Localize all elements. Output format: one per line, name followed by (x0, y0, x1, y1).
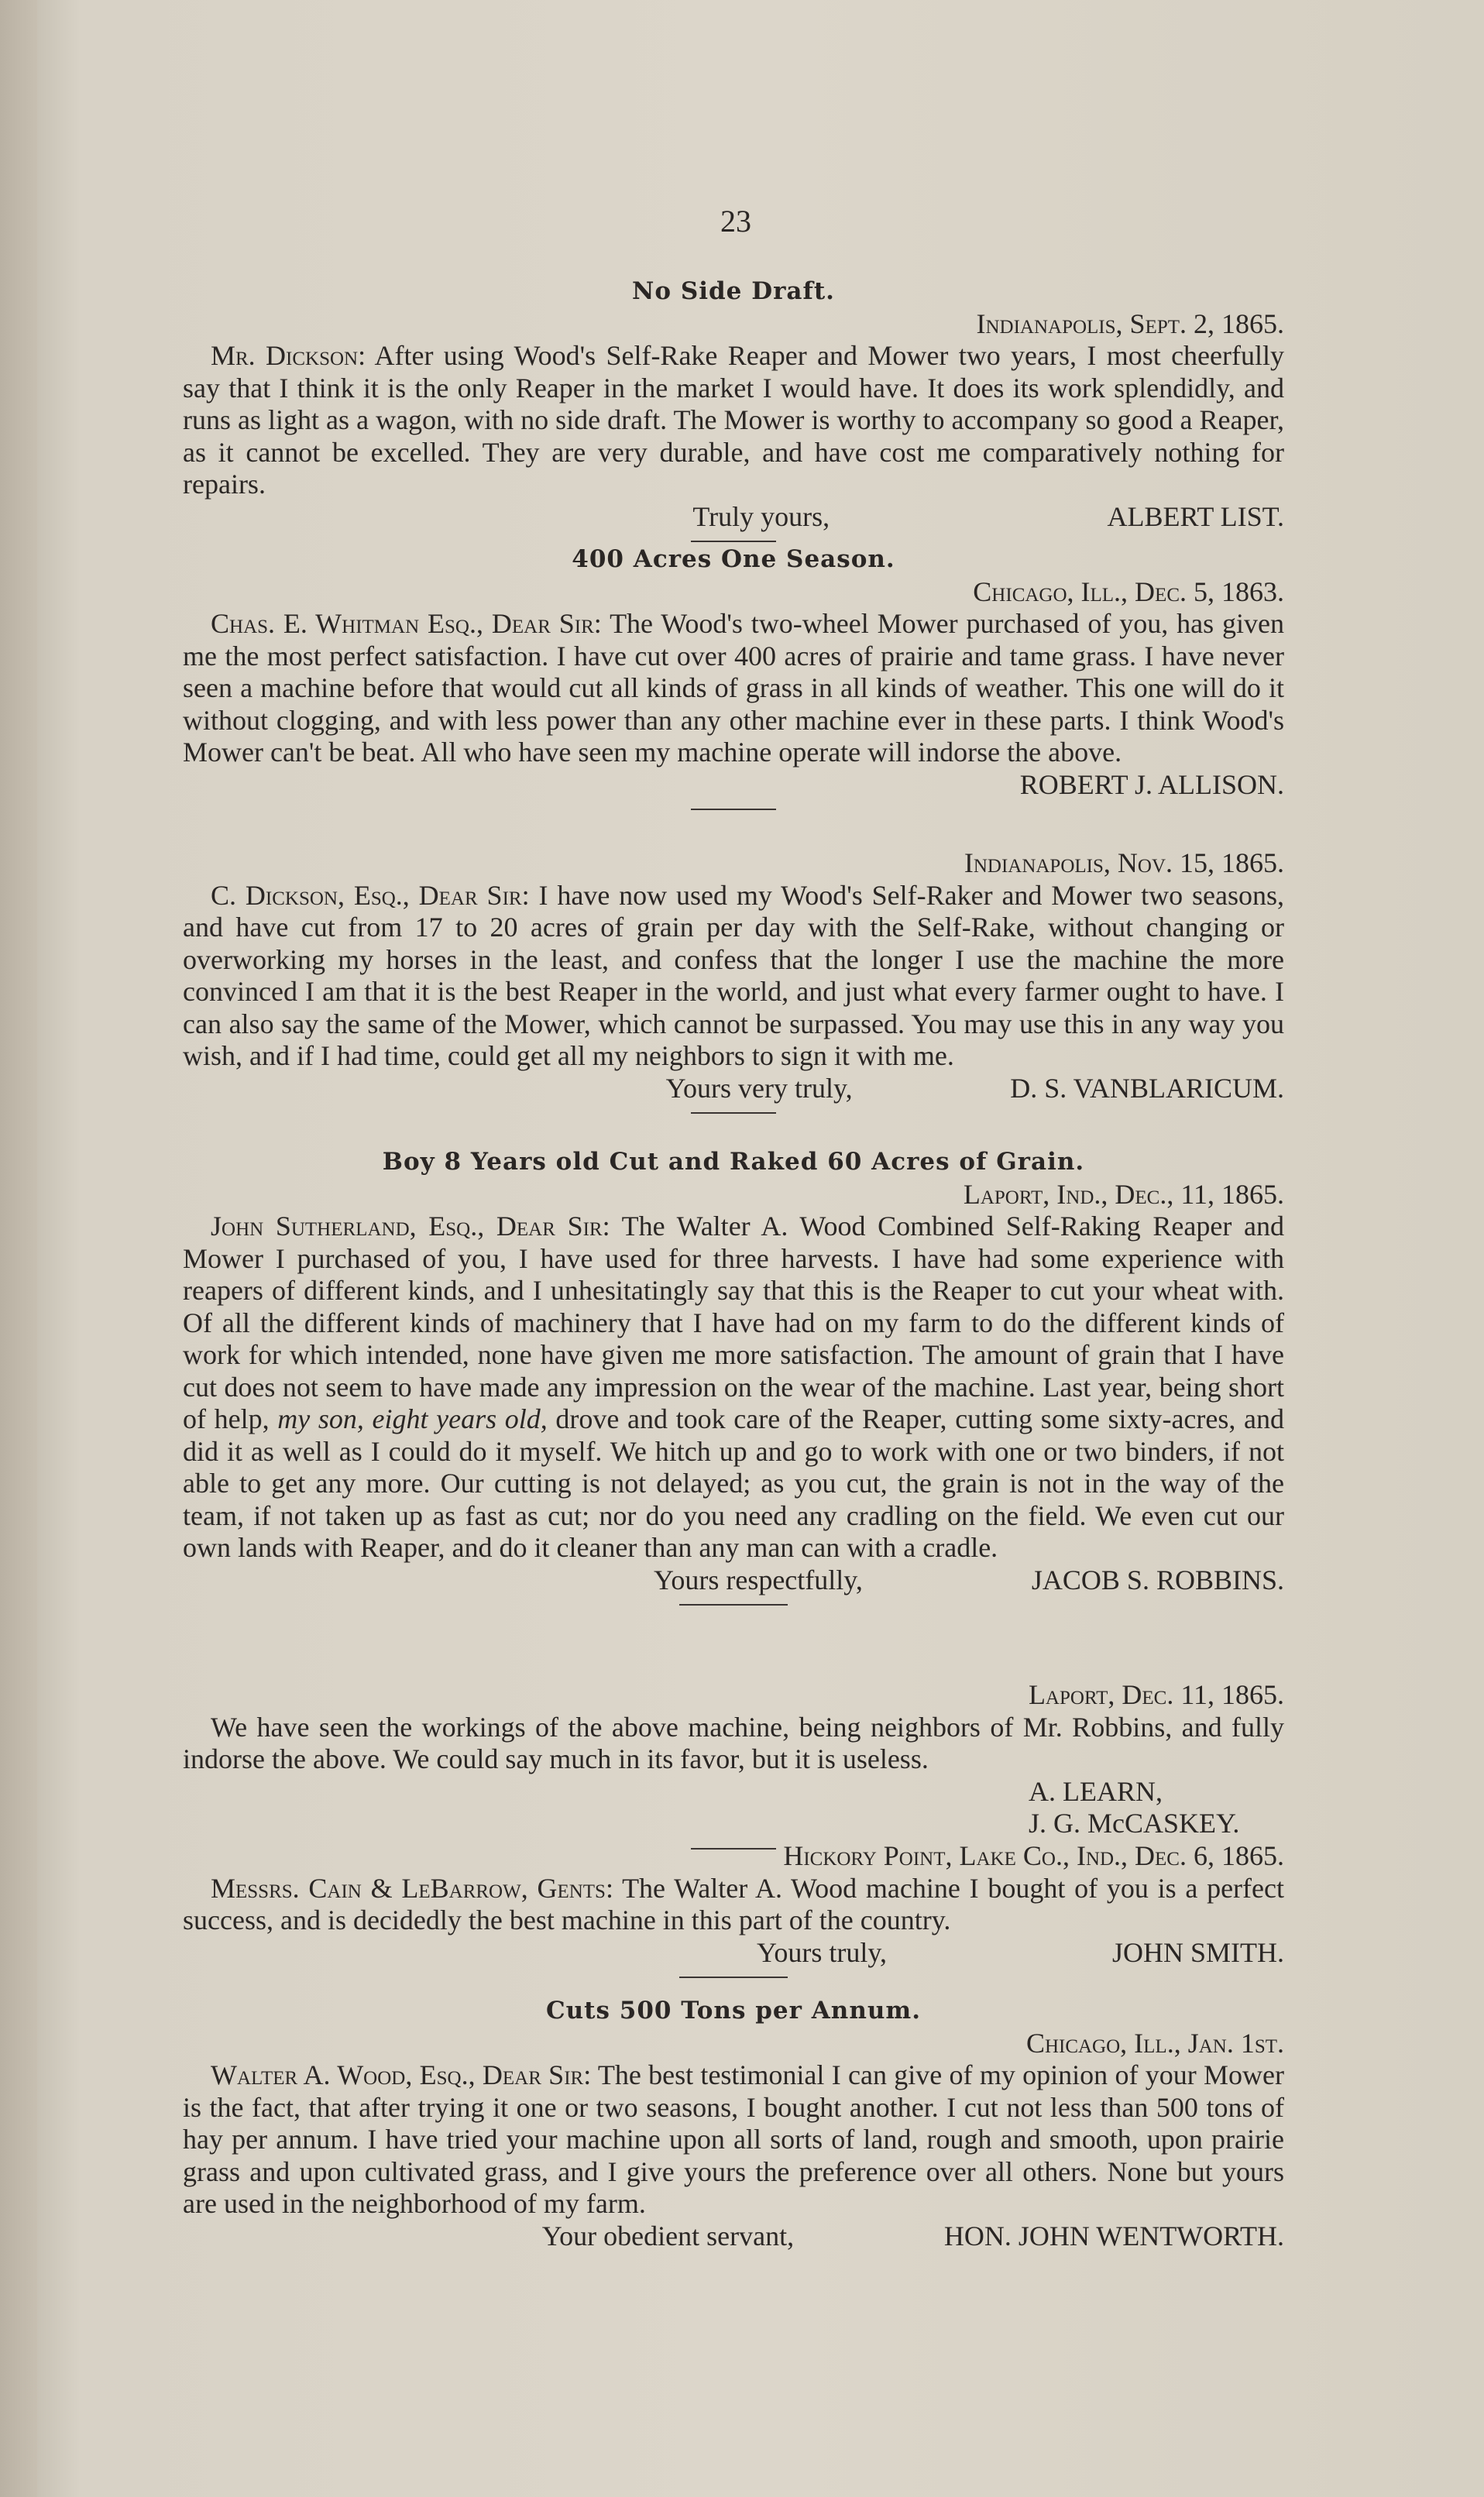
letter-signature: A. LEARN, (1029, 1775, 1163, 1807)
letter-dateline: Hickory Point, Lake Co., Ind., Dec. 6, 1865. (783, 1840, 1284, 1871)
letter-signature: JOHN SMITH. (1111, 1936, 1284, 1968)
letter-boy-8-years (183, 1146, 1284, 1615)
letter-text: The Walter A. Wood machine I bought of you is a perfect success, and is decidedly the best machine in this part of the country. (183, 1872, 1284, 1935)
letter-body (183, 340, 1284, 501)
letter-salutation: C. Dickson, Esq., Dear Sir: (211, 879, 530, 911)
letter-body (183, 880, 1284, 1073)
letter-signoff (183, 501, 1284, 534)
letter-heading: Boy 8 Years old Cut and Raked 60 Acres of Grain. (382, 1148, 1085, 1176)
letter-heading: 400 Acres One Season. (572, 545, 895, 573)
letter-signoff (183, 769, 1284, 802)
letter-heading: No Side Draft. (632, 277, 835, 305)
letter-400-acres (183, 544, 1284, 819)
letter-text: The best testimonial I can give of my opinion of your Mower is the fact, that after trying it one or two seasons, I bought another. I cut not less than 500 tons of hay per annum. I have tried your machine upon all sorts of land, rough and smooth, upon prairie grass and upon cultivated grass, and I give yours the preference over all others. None but yours are used in the neighborhood of my farm. (183, 2059, 1284, 2219)
letter-dateline: Chicago, Ill., Jan. 1st. (1025, 2027, 1284, 2059)
letter-text: After using Wood's Self-Rake Reaper and Mower two years, I most cheerfully say that I think it is the only Reaper in the market I would have. It does its work splendidly, and runs as light as a wagon, with no side draft. The Mower is worthy to accompany so good a Reaper, as it cannot be excelled. They are very durable, and have cost me comparatively nothing for repairs. (183, 340, 1284, 500)
divider-rule (679, 1604, 788, 1606)
letter-500-tons (183, 1995, 1284, 2252)
divider-rule (679, 1977, 788, 1978)
letter-closing: Your obedient servant, (541, 2220, 795, 2251)
letter-body (183, 608, 1284, 769)
divider-rule (691, 541, 776, 542)
letter-heading: Cuts 500 Tons per Annum. (545, 1997, 922, 2025)
letter-no-side-draft (183, 276, 1284, 551)
letter-signature: ALBERT LIST. (1107, 500, 1284, 532)
letter-signoff (183, 1073, 1284, 1105)
letter-text-italic: my son, eight years old, (277, 1403, 548, 1434)
page-number: 23 (720, 204, 751, 239)
letter-text: I have now used my Wood's Self-Raker and Mower two seasons, and have cut from 17 to 20 acres of grain per day with the Self-Rake, without changing or overworking my horses in the least, and confess that the longer I use the machine the more convinced I am that it is the best Reaper in the world, and just what every farmer ought to have. I can also say the same of the Mower, which cannot be surpassed. You may use this in any way you wish, and if I had time, could get all my neighbors to sign it with me. (183, 879, 1285, 1071)
letter-salutation: Walter A. Wood, Esq., Dear Sir: (211, 2059, 592, 2090)
letter-body (183, 1873, 1284, 1937)
letter-closing: Yours respectfully, (653, 1564, 863, 1595)
facing-page-gutter (0, 0, 37, 2497)
letter-signoff (183, 1564, 1284, 1597)
letter-salutation: Messrs. Cain & LeBarrow, Gents: (211, 1872, 613, 1904)
letter-signature: HON. JOHN WENTWORTH. (943, 2220, 1284, 2251)
letter-salutation: John Sutherland, Esq., Dear Sir: (211, 1211, 610, 1242)
letter-laport-endorsement (183, 1679, 1284, 1859)
letter-body (183, 1211, 1284, 1564)
letter-signoff (183, 2221, 1284, 2253)
letter-text: The Walter A. Wood Combined Self-Raking Reaper and Mower I purchased of you, I have used for three harvests. I have had some experience with reapers of different kinds, and I unhesitatingly say that this is the Reaper to cut your wheat with. Of all the different kinds of machinery that I have had on my farm to do the different kinds of work for which intended, none have given me more satisfaction. The amount of grain that I have cut does not seem to have made any impression on the wear of the machine. Last year, being short of help, (183, 1211, 1284, 1434)
letter-body (183, 2059, 1284, 2221)
letter-closing: Yours truly, (756, 1936, 888, 1968)
letter-body: We have seen the workings of the above machine, being neighbors of Mr. Robbins, and fully indorse the above. We could say much in its favor, but it is useless. (183, 1711, 1284, 1774)
letter-signature: ROBERT J. ALLISON. (1019, 768, 1284, 800)
letter-text: The Wood's two-wheel Mower purchased of you, has given me the most perfect satisfaction. I have cut over 400 acres of prairie and tame grass. I have never seen a machine before that would cut all kinds of grass in all kinds of weather. This one will do it without clogging, and with less power than any other machine ever in these parts. I think Wood's Mower can't be beat. All who have seen my machine operate will indorse the above. (183, 608, 1284, 768)
letter-dateline: Indianapolis, Sept. 2, 1865. (976, 307, 1284, 339)
divider-rule (691, 1112, 776, 1114)
letter-salutation: Chas. E. Whitman Esq., Dear Sir: (211, 608, 602, 639)
letter-hickory-point (183, 1840, 1284, 1987)
letter-signoff (183, 1776, 1284, 1808)
letter-signature: D. S. VANBLARICUM. (1010, 1072, 1284, 1104)
letter-text-continued: drove and took care of the Reaper, cutting some sixty-acres, and did it as well as I could do it myself. We hitch up and go to work with one or two binders, if not able to get any more. Our cutting is not delayed; as you cut, the grain is not in the way of the team, if not taken up as fast as cut; nor do you need any cradling on the field. We even cut our own lands with Reaper, and do it cleaner than any man can with a cradle. (183, 1403, 1284, 1563)
letter-vanblaricum (183, 847, 1284, 1123)
letter-closing: Truly yours, (692, 500, 830, 532)
letter-signoff (183, 1937, 1284, 1970)
letter-dateline: Laport, Dec. 11, 1865. (1028, 1679, 1284, 1710)
letter-dateline: Laport, Ind., Dec., 11, 1865. (963, 1178, 1284, 1210)
letter-signature-second: J. G. McCASKEY. (1029, 1808, 1240, 1839)
letter-signoff-second (183, 1808, 1284, 1840)
letter-dateline: Chicago, Ill., Dec. 5, 1863. (973, 575, 1284, 607)
letter-dateline: Indianapolis, Nov. 15, 1865. (964, 847, 1284, 878)
divider-rule (691, 809, 776, 810)
letter-signature: JACOB S. ROBBINS. (1031, 1564, 1284, 1595)
letter-salutation: Mr. Dickson: (211, 340, 366, 371)
letter-closing: Yours very truly, (665, 1072, 853, 1104)
